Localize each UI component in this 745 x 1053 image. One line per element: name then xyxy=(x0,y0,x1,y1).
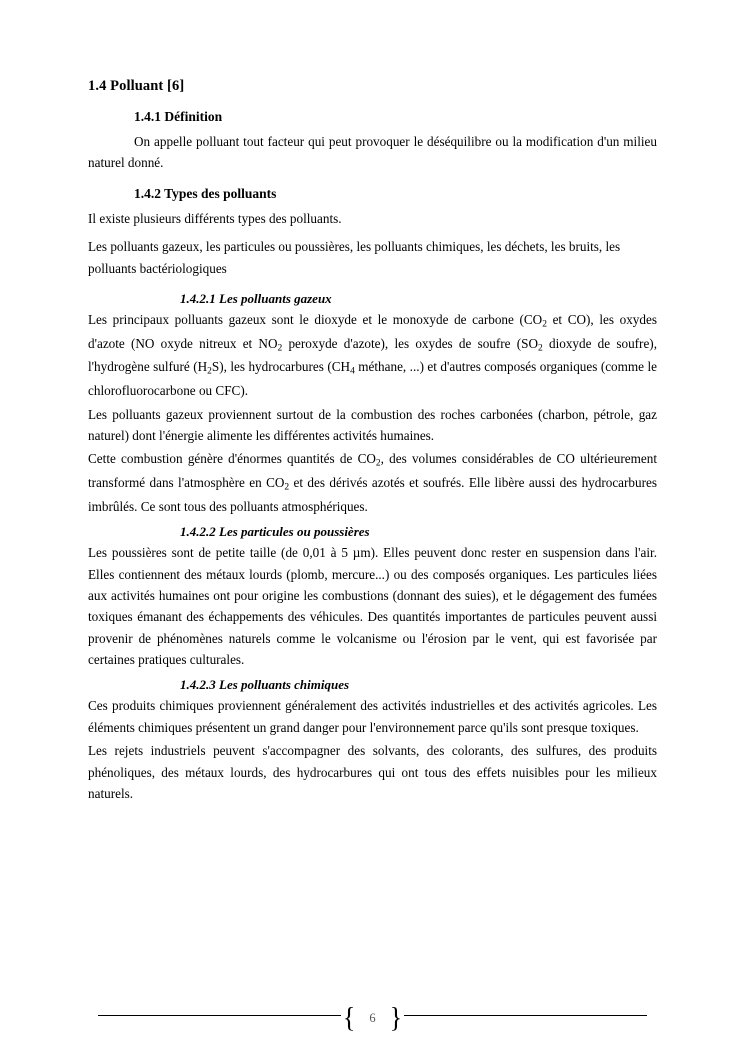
heading-polluants-gazeux: 1.4.2.1 Les polluants gazeux xyxy=(180,290,332,306)
paragraph-gazeux-3: Cette combustion génère d'énormes quantités de $CO_2$, des volumes considérables de CO ultérieurement transformé dans l'atmosphère en $CO_2$ et des dérivés azotés et soufrés. Elle libère aussi des hydrocarbures imbrûlés. Ce sont tous des polluants atmosphériques. xyxy=(88,451,657,514)
page-footer xyxy=(0,995,745,1035)
paragraph-definition: On appelle polluant tout facteur qui peut provoquer le déséquilibre ou la modification d'un milieu naturel donné. xyxy=(88,134,657,171)
brace-right-icon: } xyxy=(389,1001,403,1034)
paragraph-gazeux-1: Les principaux polluants gazeux sont le dioxyde et le monoxyde de carbone ($CO_2$ et CO), les oxydes d'azote (NO oxyde nitreux et $NO_2$ peroxyde d'azote), les oxydes de soufre ($SO_2$ dioxyde de soufre), l'hydrogène sulfuré $(H_2S)$, les hydrocarbures ($CH_4$ méthane, ...) et d'autres composés organiques (comme le chlorofluorocarbone ou CFC). xyxy=(88,311,657,399)
paragraph-gazeux-2: Les polluants gazeux proviennent surtout de la combustion des roches carbonées (charbon, pétrole, gaz naturel) dont l'énergie alimente les différentes activités humaines. xyxy=(88,406,657,443)
paragraph-particules-1: Les poussières sont de petite taille (de 0,01 à 5 µm). Elles peuvent donc rester en suspension dans l'air. Elles contiennent des métaux lourds (plomb, mercure...) ou des composés organiques. Les particules liées aux activités humaines ont pour origine les combustions (donnant des suies), et le dégagement des fumées toxiques émanant des échappements des véhicules. Des quantités importantes de particules peuvent aussi provenir de phénomènes naturels comme le volcanisme ou l'érosion par le vent, qui est favorisée par certaines pratiques culturales. xyxy=(88,545,657,667)
page-number: 6 xyxy=(369,1011,376,1025)
page-title: 1.4 Polluant [6] xyxy=(88,78,185,94)
heading-particules-poussieres: 1.4.2.2 Les particules ou poussières xyxy=(180,524,370,540)
paragraph-chimiques-2: Les rejets industriels peuvent s'accompagner des solvants, des colorants, des sulfures, des produits phénoliques, des métaux lourds, des hydrocarbures qui ont tous des effets nuisibles pour les milieux naturels. xyxy=(88,743,657,801)
paragraph-types-intro: Il existe plusieurs différents types des polluants. xyxy=(88,210,342,226)
paragraph-chimiques-1: Ces produits chimiques proviennent généralement des activités industrielles et des activités agricoles. Les éléments chimiques présentent un grand danger pour l'environnement parce qu'ils sont presque toxiques. xyxy=(88,698,657,735)
heading-definition: 1.4.1 Définition xyxy=(134,109,223,124)
brace-left-icon: { xyxy=(342,1001,356,1034)
heading-types-polluants: 1.4.2 Types des polluants xyxy=(134,185,277,201)
heading-polluants-chimiques: 1.4.2.3 Les polluants chimiques xyxy=(180,677,350,693)
footer-page-indicator xyxy=(0,1003,745,1033)
paragraph-types-list: Les polluants gazeux, les particules ou poussières, les polluants chimiques, les déchets, les bruits, les polluants bactériologiques xyxy=(88,239,621,276)
